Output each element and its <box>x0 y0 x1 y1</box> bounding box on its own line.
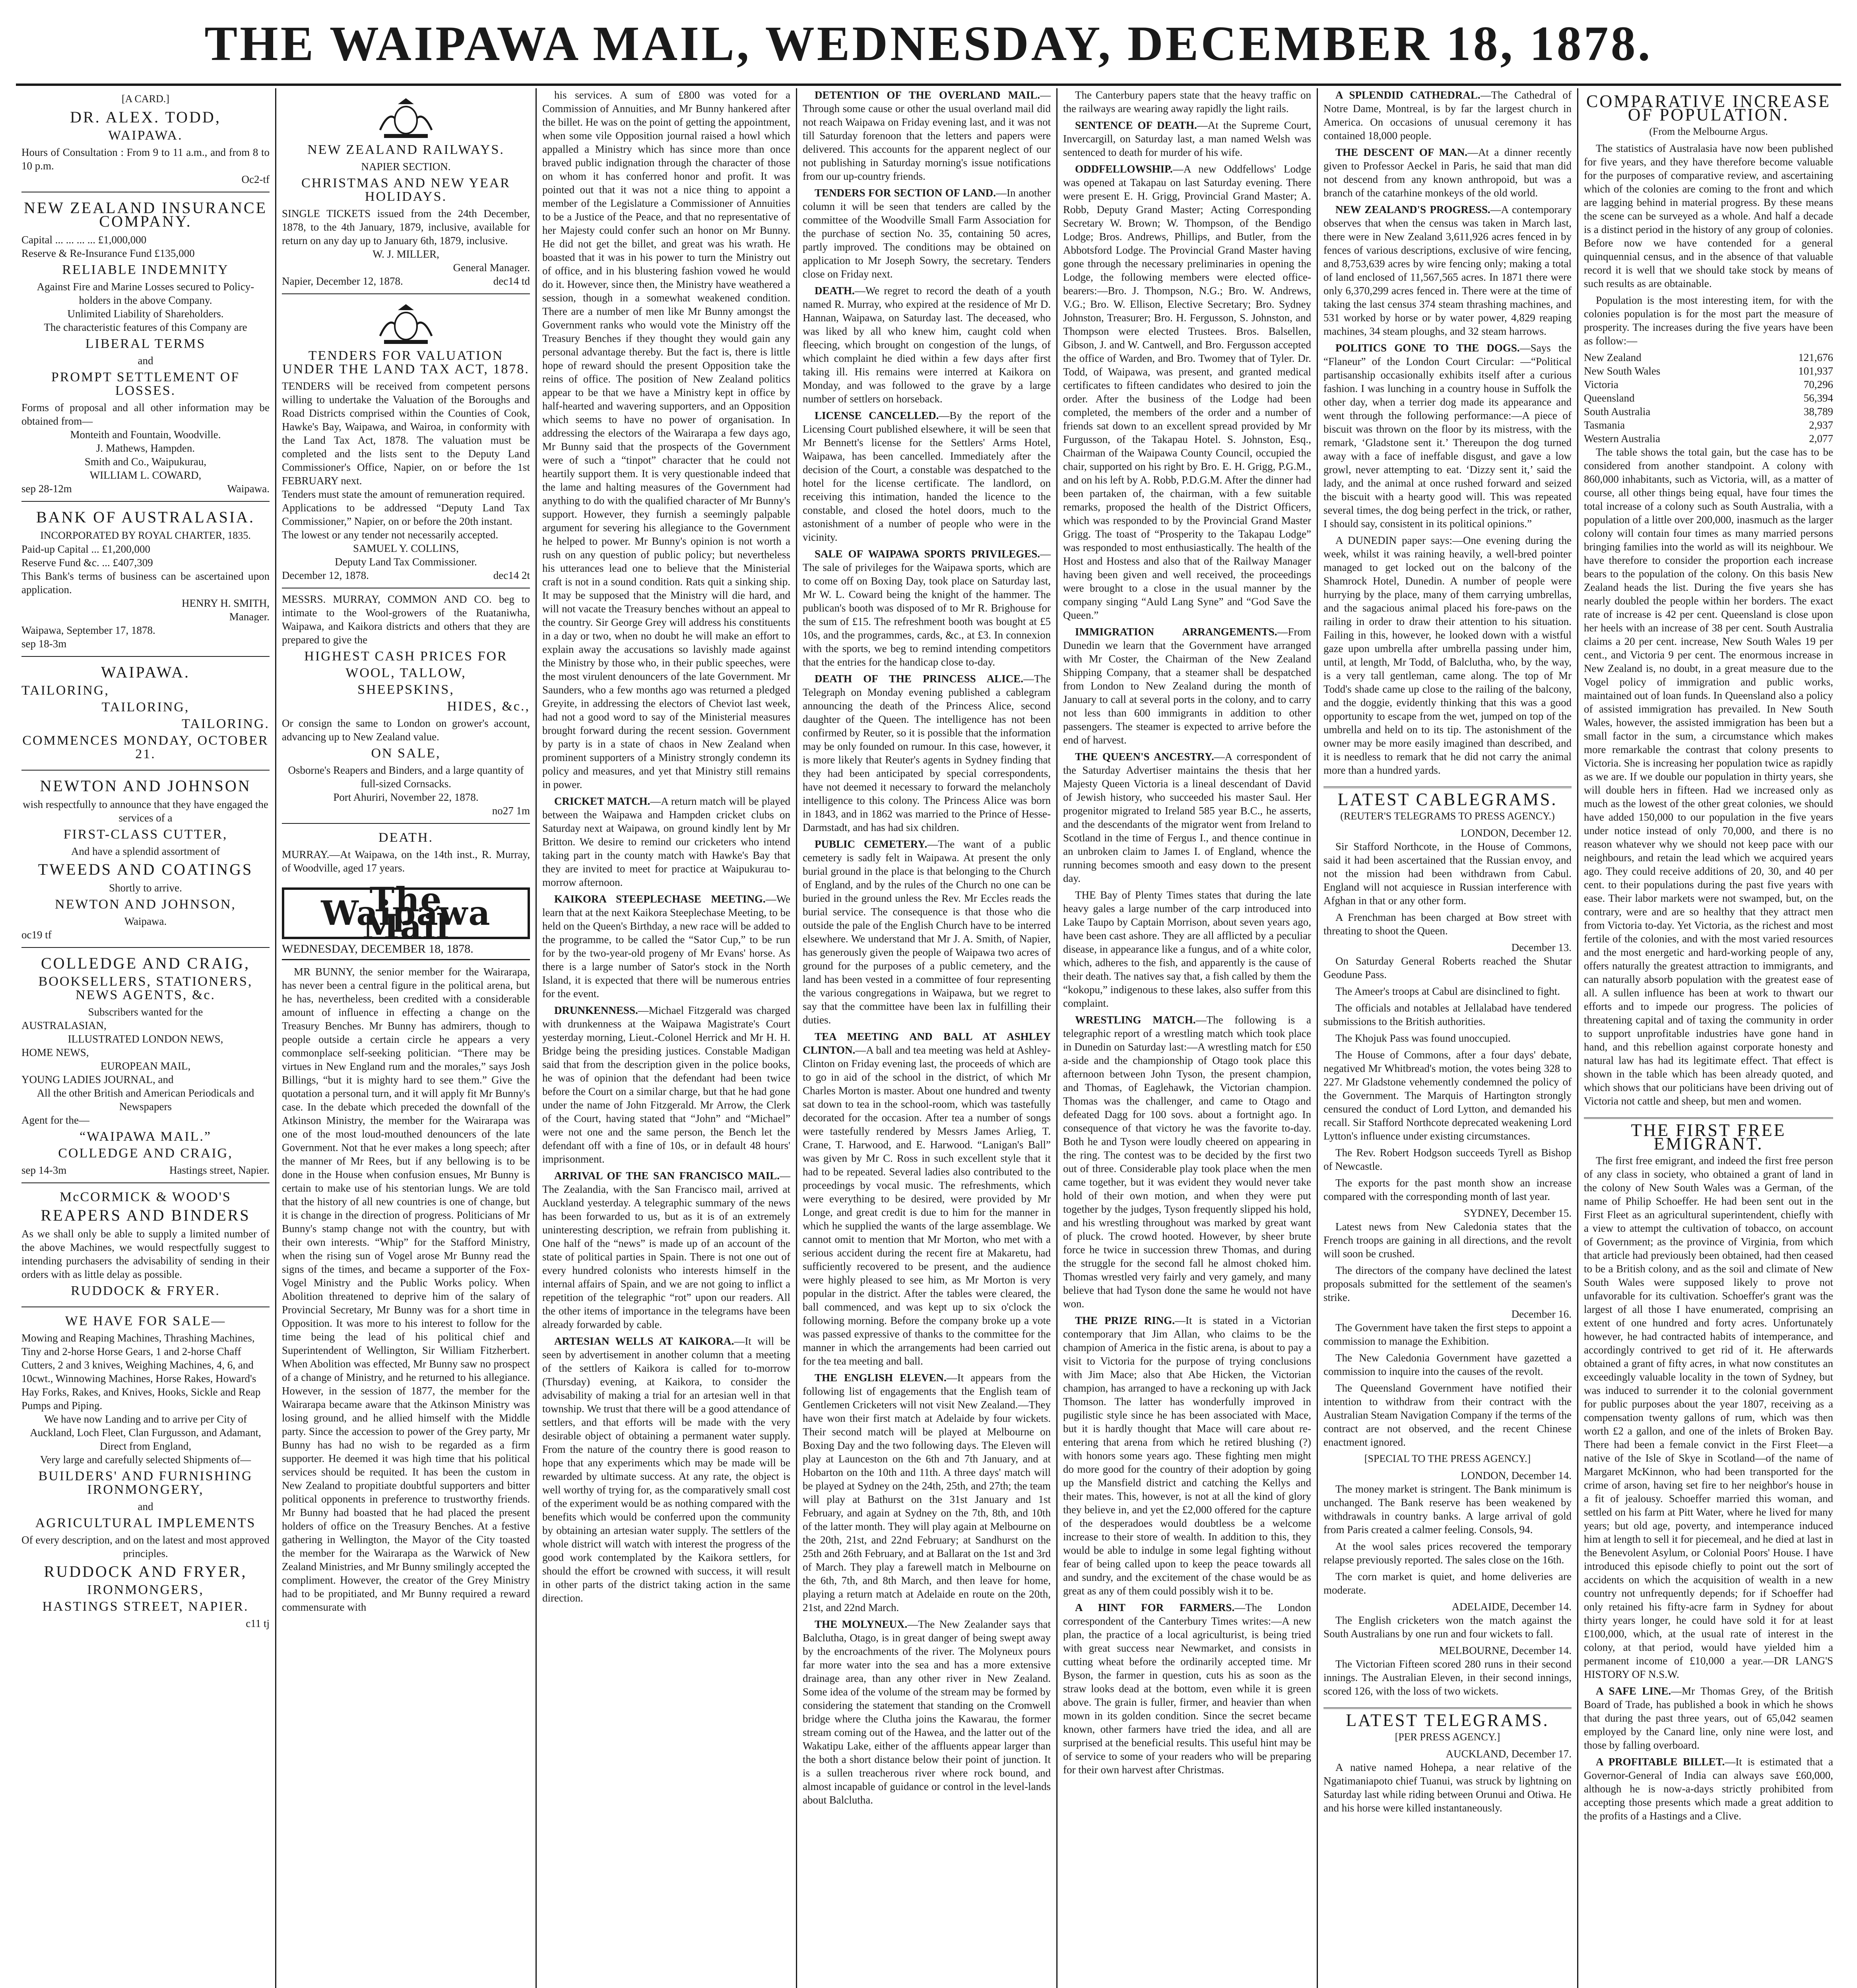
ad-ruddock-list: Mowing and Reaping Machines, Thrashing Machines, Tiny and 2-horse Horse Gears, 1 and 2-horse Chaff Cutters, 2 and 3 knives, Weighing Machines, 4, 6, and 10cwt., Winnowing Machines, Horse Rakes, Howard's Hay Forks, Rakes, and Knives, Hooks, Sickle and Reap Pumps and Piping. <box>21 1332 261 1411</box>
news-item-body: THE Bay of Plenty Times states that during the late heavy gales a large number of the carp introduced into Lake Taupo by Captain Morrison, about seven years ago, have been cast ashore. They are all afflicted by a peculiar disease, in appearance like a fungus, and of a white color, which, adheres to the fish, and apparently is the cause of their death. The natives say that, a fish called by them the “kokopu,” indigenous to these lakes, also suffer from this complaint. <box>1063 889 1311 1009</box>
news-item-head: THE PRIZE RING. <box>1075 1314 1175 1326</box>
item-kaikora-body: —We learn that at the next Kaikora Steeplechase Meeting, to be held on the Queen's Birthday, a new race will be added to the programme, to be called the “Sator Cup,” to be run for by the two-year-old progeny of Mr Evans' horse. As there is a large number of Sator's stock in the North Island, it is expected that there will be numerous entries for the event. <box>542 893 790 1000</box>
news-item-head: DETENTION OF THE OVERLAND MAIL. <box>815 89 1040 101</box>
item-drunk-body: —Michael Fitzgerald was charged with drunkenness at the Waipawa Magistrate's Court yesterday morning, Lieut.-Colonel Herrick and Mr H. H. Bridge being the presiding justices. Constable Madigan said that from the description given in the police books, he was of opinion that the defendant had been twice before the Court on a similar charge, but that he had gone under the name of John Fitzgerald. Mr Arrow, the Clerk of the Court, having stated that “John” and “Michael” were not one and the same person, the Bench let the defendant off with a fine of 10s, or in default 48 hours' imprisonment. <box>542 1004 790 1165</box>
cable-body: At the wool sales prices recovered the temporary relapse previously reported. The sales close on the 16th. <box>1323 1540 1572 1566</box>
ad-todd-name: DR. ALEX. TODD, <box>70 108 221 126</box>
ad-bank-inc: INCORPORATED BY ROYAL CHARTER, 1835. <box>40 530 251 541</box>
cable-dateline: LONDON, December 14. <box>1461 1470 1572 1481</box>
news-item-body: —Says the “Flaneur” of the London Court Circular: —“Political partisanship occasionally exhibits itself after a curious fashion. I was lunching in a country house in Suffolk the other day, when a terrier dog made its appearance and went through the following performance:—A piece of biscuit was thrown on the floor by its mistress, with the remark, ‘Gladstone sent it.’ Thereupon the dog turned away with a face of ineffable disgust, and gave a low growl, never attempting to eat. ‘Dizzy sent it,’ said the lady, and the animal at once rushed forward and seized the biscuit with a hearty good will. This was repeated several times, the dog being perfect in the trick, or rather, I should say, consistent in its political opinions.” <box>1323 342 1572 530</box>
column-2 <box>276 88 537 1988</box>
ad-nzins-and: and <box>138 355 153 367</box>
news-item-body: —Through some cause or other the usual overland mail did not reach Waipawa on Friday evening last, and it was not till Saturday forenoon that the letters and papers were delivered. This accounts for the apparent neglect of our not publishing in Saturday morning's issue notifications from our up-country friends. <box>803 89 1051 182</box>
royal-crest-icon <box>376 96 436 140</box>
item-sanfran-head: ARRIVAL OF THE SAN FRANCISCO MAIL. <box>554 1170 780 1182</box>
population-title: COMPARATIVE INCREASE OF POPULATION. <box>1586 91 1831 124</box>
news-item-body: —The sale of privileges for the Waipawa sports, which are to come off on Boxing Day, took place on Saturday last, Mr W. L. Coward being the knight of the hammer. The publican's booth was disposed of to Mr R. Brighouse for the sum of £15. The refreshment booth was bought at £5 10s, and the programmes, cards, &c., at £3. In connexion with the sports, we beg to remind intending competitors that the entries for the handicap close to-day. <box>803 548 1051 668</box>
ad-ruddock-and: and <box>138 1501 153 1512</box>
ad-nzins-characteristic: The characteristic features of this Company are <box>44 321 247 333</box>
ad-tailor-place: WAIPAWA. <box>101 663 190 681</box>
ad-tax-role: Deputy Land Tax Commissioner. <box>335 556 477 568</box>
population-p3: The table shows the total gain, but the case has to be considered from another standpoint. A colony with 860,000 inhabitants, such as Victoria, will, as a matter of course, all other things being equal, have four times the total increase of a colony such as South Australia, with a population of a little over 200,000, inasmuch as the larger colony will contain four times as many married persons bringing families into the world as will its neighbour. We have therefore to consider the proportion each increase bears to the population of the colony. On this basis New Zealand heads the list. During the five years she has nearly doubled the people within her borders. The exact rate of increase is 42 per cent. Queensland is close upon her heels with an increase of 38 per cent. South Australia claims a 20 per cent. increase, New South Wales 19 per cent., and Victoria 9 per cent. The enormous increase in New Zealand is, no doubt, in a great measure due to the Vogel policy of immigration and public works, maintained out of loan funds. In Queensland also a policy of assisted immigration has prevailed. In New South Wales, however, the assisted immigration has been but a small factor in the sum, a circumstance which makes more remarkable the contrast that colony presents to Victoria. She is increasing her population twice as rapidly as we are. If we double our population in thirty years, she will double hers in fifteen. Had we increased only as much as the lowest of the other great colonies, we should have added 150,000 to our population in the five years under notice instead of only 70,000, and there is no reason whatever why we should not keep pace with our neighbours, and retain the lead which we acquired years ago. They could receive additions of 20, 30, and 40 per cent. to their populations during the past five years with ease. Their labor markets were not swamped, but, on the contrary, were and are so healthy that they attract men from Victoria to-day. Yet Victoria, as the richest and most fertile of the colonies, and with the most varied resources and the most energetic and hard-working people of any, offers naturally the greatest attraction to immigrants, and can naturally absorb population with the greatest ease of all. A sullen influence has been at work to thwart our efforts and to impede our progress. The policies of threatening capital and of taxing the community in order to support unprofitable industries have gone hand in hand, and this rebellion against corporate honesty and natural law has had its legitimate effect. That effect is shown in the table which has been already quoted, and which shows that our politicians have been driving out of Victoria not cattle and sheep, but men and women. <box>1584 446 1833 1107</box>
news-item-body: A DUNEDIN paper says:—One evening during the week, whilst it was raining heavily, a well-bred pointer managed to get locked out on the balcony of the Shamrock Hotel, Dunedin. A number of people were hurrying by the place, many of them carrying umbrellas, and the sagacious animal placed his fore-paws on the railing in order to draw their attention to his situation. Failing in this, however, he looked down with a wistful gaze upon umbrella after umbrella passing under him, until, at length, Mr Todd, of Balclutha, who, by the way, is a very tall gentleman, came along. The top of Mr Todd's shade came up close to the railing of the balcony, and the doggie, evidently thinking that this was a good opportunity to escape from the wet, jumped on top of the umbrella and held on to its tip. The astonishment of the owner may be more easily imagined than described, and it is needless to remark that he did not carry the animal more than a hundred yards. <box>1323 534 1572 776</box>
cable-body: The Victorian Fifteen scored 280 runs in their second innings. The Australian Eleven, in their second innings, scored 126, with the loss of two wickets. <box>1323 1658 1572 1697</box>
item-sanfran-body: —The Zealandia, with the San Francisco mail, arrived at Auckland yesterday. A telegraphic summary of the news has been forwarded to us, but as it is of an extremely uninteresting description, we refrain from publishing it. One half of the “news” is made up of an account of the state of political parties in Spain. There is not one out of every hundred colonists who interests himself in the internal affairs of Spain, and we are not going to inflict a repetition of the telegraphic “rot” upon our readers. All the other items of importance in the telegrams have been already forwarded by cable. <box>542 1170 790 1330</box>
news-item-head: TENDERS FOR SECTION OF LAND. <box>815 187 996 199</box>
news-item-body: —From Dunedin we learn that the Government have arranged with Mr Coster, the Chairman of the New Zealand Shipping Company, that a steamer shall be despatched from London to New Zealand during the month of January to call at several ports in the colony, and to carry not less than 600 immigrants in addition to other passengers. The steamer is expected to arrive before the end of harvest. <box>1063 626 1311 746</box>
news-item <box>1063 1013 1311 1310</box>
population-colony: Victoria <box>1584 379 1618 390</box>
ad-mccormick-title: McCORMICK & WOOD'S <box>60 1190 231 1204</box>
ad-nzins-reserve: Reserve & Re-Insurance Fund £135,000 <box>21 247 195 259</box>
news-item-body: —By the report of the Licensing Court published elsewhere, it will be seen that Mr Bennett's license for the Settlers' Arms Hotel, Waipawa, has been cancelled. Immediately after the decision of the Court, a constable was despatched to the hotel for the license certificate. The landlord, on receiving this intimation, handed the licence to the constable, and closed the hotel doors, much to the astonishment of a number of people who were in the vicinity. <box>803 410 1051 543</box>
ad-college-footer <box>21 1163 270 1177</box>
news-item <box>1323 203 1572 338</box>
news-item-body: —A new Oddfellows' Lodge was opened at Takapau on last Saturday evening. There were present E. H. Grigg, Provincial Grand Master; A. Robb, Deputy Grand Master; Acting Corresponding Secretary W. Brown; W. Thompson, of the Bendigo Lodge; Bros. Andrews, Phillips, and Butler, from the Abbotsford Lodge. The Provincial Grand Master having gone through the necessary preliminaries in opening the Lodge, the following members were elected office-bearers:—Bro. J. Thompson, N.G.; Bro. W. Andrews, V.G.; Bro. W. Ellison, Elective Secretary; Bro. Sydney Johnston, Treasurer; Bro. H. Fergusson, S. Johnston, and Thompson were elected Trustees. Bros. Balsellen, Gibson, J. and W. Cantwell, and Bro. Fergusson accepted the office of Warden, and Bro. Twomey that of Tyler. Dr. Todd, of Waipawa, was present, and granted medical certificates to fifteen candidates who desired to join the order. After the business of the Lodge had been completed, the members of the order and a number of friends sat down to an excellent spread provided by Mr Furgusson, of the Takapau Hotel. S. Johnston, Esq., Chairman of the Waipawa County Council, occupied the chair, supported on his right by Bro. E. H. Grigg, P.G.M., and on his left by A. Robb, P.D.G.M. After the dinner had been partaken of, the chairman, with a few suitable remarks, proposed the health of the District Officers, which was responded to by the Provincial Grand Master Grigg. The toast of “Prosperity to the Takapau Lodge” was responded to most enthusiastically. The health of the Host and Hostess and also that of the Railway Manager having been given and well received, the proceedings were brought to a close in the usual manner by the company singing “Auld Lang Syne” and “God Save the Queen.” <box>1063 163 1311 621</box>
ad-rail-body: SINGLE TICKETS issued from the 24th December, 1878, to the 4th January, 1879, inclusive, available for return on any day up to January 6th, 1879, inclusive. <box>282 208 530 247</box>
ad-rail-date: Napier, December 12, 1878. <box>282 275 403 287</box>
news-item-body: —We regret to record the death of a youth named R. Murray, who expired at the residence of Mr D. Hannan, Waipawa, on Saturday last. The deceased, who was liked by all who knew him, caught cold when fleecing, which brought on congestion of the lungs, of which complaint he died within a few days after first taking ill. His remains were interred at Kaikora on Monday, and was followed to the grave by a large number of settlers on horseback. <box>803 285 1051 405</box>
news-item <box>803 1617 1051 1807</box>
news-item-body: —At a dinner recently given to Professor Aeckel in Paris, he said that man did not descend from any known anthropoid, but was a branch of the catarhine monkeys of the old world. <box>1323 146 1572 199</box>
ad-rail-xmas: CHRISTMAS AND NEW YEAR HOLIDAYS. <box>301 176 510 204</box>
editorial-dateline: WEDNESDAY, DECEMBER 18, 1878. <box>282 942 530 960</box>
special-list <box>1323 1469 1572 1698</box>
ad-nzins-title: NEW ZEALAND INSURANCE COMPANY. <box>23 199 268 230</box>
ad-college-p6: All the other British and American Periodicals and Newspapers <box>37 1087 254 1112</box>
ad-railways <box>282 88 530 294</box>
emigrant-title: THE FIRST FREE EMIGRANT. <box>1584 1117 1833 1151</box>
population-value: 56,394 <box>1803 392 1833 404</box>
population-row <box>1584 391 1833 405</box>
cable-dateline: ADELAIDE, December 14. <box>1451 1601 1572 1613</box>
ad-newton-tweeds: TWEEDS AND COATINGS <box>38 860 253 878</box>
ad-murray-common <box>282 588 530 824</box>
cablegrams-note: (REUTER'S TELEGRAMS TO PRESS AGENCY.) <box>1340 810 1555 822</box>
population-row <box>1584 364 1833 378</box>
cable-body: Sir Stafford Northcote, in the House of Commons, said it had been ascertained that the Russian envoy, and not the mission had been withdrawn from Cabul. England will not acquiesce in Russian interference with Afghan in that or any other form. <box>1323 841 1572 907</box>
population-colony: South Australia <box>1584 406 1651 417</box>
news-item <box>803 672 1051 834</box>
item-artesian-body: —It will be seen by advertisement in another column that a meeting of the settlers of Kaikora is called for to-morrow (Thursday) evening, at Kaikora, to consider the advisability of making a trial for an artesian well in that township. We trust that there will be a good attendance of settlers, and that efforts will be made with the very desirable object of obtaining a permanent water supply. From the nature of the country there is good reason to hope that any experiments which may be made will be rewarded by ultimate success. At any rate, the object is well worthy of trying for, as the comparatively small cost of the experiment would be as nothing compared with the benefits which would be conferred upon the community by obtaining an artesian water supply. The settlers of the whole district will watch with interest the progress of the good work contemplated by the Kaikora settlers, for should the effort be crowned with success, it will result in other parts of the district taking action in the same direction. <box>542 1335 790 1604</box>
news-item-head: THE ENGLISH ELEVEN. <box>815 1372 947 1384</box>
ad-murray-hides: HIDES, &c., <box>447 699 530 714</box>
news-item-head: SENTENCE OF DEATH. <box>1075 119 1197 131</box>
population-colony: Tasmania <box>1584 419 1625 431</box>
notice-death-title: DEATH. <box>378 830 433 845</box>
ad-ruddock-ref: c11 tj <box>246 1617 270 1629</box>
news-item-body: The Canterbury papers state that the heavy traffic on the railways are wearing away rapidly the light rails. <box>1063 89 1311 115</box>
ad-murray-sheep: SHEEPSKINS, <box>357 682 454 697</box>
ad-tax-body-4: The lowest or any tender not necessarily accepted. <box>282 529 499 541</box>
news-item-head: SALE OF WAIPAWA SPORTS PRIVILEGES. <box>815 548 1040 560</box>
news-item-head: TEA MEETING AND BALL AT ASHLEY CLINTON. <box>803 1031 1051 1056</box>
news-item <box>1063 88 1311 115</box>
cable-body: The House of Commons, after a four days' debate, negatived Mr Whitbread's motion, the votes being 328 to 227. Mr Gladstone vehemently condemned the policy of the Government. The Marquis of Hartington strongly censured the conduct of Lord Lytton, and demanded his recall. Sir Stafford Northcote deprecated weakening Lord Lytton's influence under existing circumstances. <box>1323 1049 1572 1142</box>
ad-newton-ref: oc19 tf <box>21 929 52 941</box>
news-item <box>803 547 1051 669</box>
news-item <box>803 284 1051 406</box>
column-6 <box>1318 88 1578 1988</box>
cable-body: A Frenchman has been charged at Bow street with threating to shoot the Queen. <box>1323 911 1572 937</box>
population-row <box>1584 418 1833 432</box>
ad-ruddock-title: WE HAVE FOR SALE— <box>65 1314 226 1328</box>
emigrant-body: The first free emigrant, and indeed the first free person of any class in society, who obtained a grant of land in the colony of New South Wales was a German, of the name of Philip Schoeffer. He had been sent out in the First Fleet as an agricultural superintendent, chiefly with a view to attempt the cultivation of tobacco, on account of Government; as the province of Virginia, from which that article had previously been obtained, had then ceased to be a British colony, and as the soil and climate of New South Wales were supposed likely to prove not unfavorable for its cultivation. Schoeffer's grant was the largest of all those I have enumerated, comprising an extent of one hundred and forty acres. Unfortunately however, he had contracted habits of intemperance, and accordingly contrived to get rid of it. He afterwards obtained a grant of fifty acres, in what now constitutes an exceedingly valuable locality in the town of Sydney, but was induced to surrender it to the colonial government for public purposes about the year 1807, receiving as a compensation twenty gallons of rum, which was then worth £2 a gallon, and one of the inlets of Broken Bay. There had been a female convict in the First Fleet—a native of the Isle of Skye in Scotland—of the name of Margaret McKinnon, who had been transported for the crime of arson, having set fire to her neighbor's house in a fit of jealousy. Schoeffer married this woman, and settled on his farm at Pitt Water, where he lived for many years; but old age, poverty, and intemperance induced him at length to sell it for piecemeal, and he died at last in the Benevolent Asylum, or Colonial Poors' House. I have introduced this episode chiefly to point out the sort of accidents on which the acquisition of wealth in a new country not unfrequently depends; for if Schoeffer had only retained his fifty-acre farm in Sydney for about thirty years longer, he could have sold it for at least £100,000, which, at the usual rate of interest in the colony, at that period, would have yielded him a permanent income of £10,000 a year.—DR LANG'S HISTORY OF N.S.W. <box>1584 1155 1833 1680</box>
ad-college-p5: YOUNG LADIES JOURNAL, and <box>21 1074 174 1085</box>
cablegrams-list <box>1323 826 1572 1449</box>
ad-nzins-liberal: LIBERAL TERMS <box>85 336 206 351</box>
ad-murray-ref: no27 1m <box>492 805 530 817</box>
telegram-dateline: AUCKLAND, December 17. <box>1446 1748 1572 1760</box>
population-value: 38,789 <box>1803 406 1833 417</box>
ad-tax-body-2: Tenders must state the amount of remuneration required. <box>282 488 525 500</box>
ad-rail-title: NEW ZEALAND RAILWAYS. <box>307 142 505 157</box>
ad-newton-and: And have a splendid assortment of <box>71 845 220 857</box>
cable-body: The Khojuk Pass was found unoccupied. <box>1335 1032 1511 1044</box>
item-kaikora-head: KAIKORA STEEPLECHASE MEETING. <box>554 893 766 905</box>
news-item <box>803 409 1051 544</box>
ad-bank <box>21 502 270 657</box>
ad-ruddock-builders: BUILDERS' AND FURNISHING IRONMONGERY, <box>38 1469 253 1497</box>
cable-body: The Ameer's troops at Cabul are disinclined to fight. <box>1335 985 1560 997</box>
ad-mccormick-sign: RUDDOCK & FRYER. <box>71 1283 220 1298</box>
notice-death-body: MURRAY.—At Waipawa, on the 14th inst., R. Murray, of Woodville, aged 17 years. <box>282 848 530 874</box>
ad-nzins-agent-2: J. Mathews, Hampden. <box>96 442 195 454</box>
ad-newton-johnson <box>21 771 270 948</box>
column-5 <box>1058 88 1318 1988</box>
ad-ruddock-landing: We have now Landing and to arrive per City of Auckland, Loch Fleet, Clan Furgusson, and Adamant, Direct from England, <box>30 1413 261 1452</box>
news-item <box>1063 118 1311 159</box>
ad-bank-manager: HENRY H. SMITH, <box>181 597 270 609</box>
population-table <box>1584 351 1833 445</box>
ad-college-p2: ILLUSTRATED LONDON NEWS, <box>68 1033 223 1045</box>
ad-nzins-agent-1: Monteith and Fountain, Woodville. <box>70 429 221 441</box>
ad-tailor-1: TAILORING, <box>21 683 109 698</box>
cable-body: On Saturday General Roberts reached the Shutar Geodune Pass. <box>1323 955 1572 980</box>
ad-mccormick-body: As we shall only be able to supply a limited number of the above Machines, we would respectfully suggest to intending purchasers the advisability of sending in their orders with as little delay as possible. <box>21 1228 270 1280</box>
ad-college-p3: HOME NEWS, <box>21 1046 89 1058</box>
nameplate: The Waipawa Mail <box>282 887 530 939</box>
cablegrams-title: LATEST CABLEGRAMS. <box>1323 786 1572 806</box>
news-item-head: THE QUEEN'S ANCESTRY. <box>1075 751 1214 763</box>
cable-dateline: December 16. <box>1511 1308 1572 1320</box>
column-4-items <box>803 88 1051 1807</box>
cable-body: The directors of the company have declined the latest proposals submitted for the settlement of the seamen's strike. <box>1323 1264 1572 1303</box>
ad-newton-body: wish respectfully to announce that they have engaged the services of a <box>23 798 268 824</box>
ad-bank-role: Manager. <box>229 611 270 623</box>
ad-ruddock-street: HASTINGS STREET, NAPIER. <box>42 1599 249 1614</box>
item-drunk-head: DRUNKENNESS. <box>554 1004 638 1016</box>
population-value: 2,077 <box>1809 433 1833 445</box>
ad-ruddock-fryer <box>21 1307 270 1636</box>
population-value: 2,937 <box>1809 419 1833 431</box>
population-colony: New Zealand <box>1584 351 1642 363</box>
ad-murray-highest: HIGHEST CASH PRICES FOR <box>304 649 508 664</box>
population-p1: The statistics of Australasia have now been published for five years, and they have therefore become valuable for the purposes of comparative review, and ascertaining which of the colonies are coming to the front and which are lagging behind in material progress. By these means the scene can be surveyed as a whole. And half a decade is a distinct period in the history of any group of colonies. Before now we have contended for a general quinquennial census, and in the absence of that valuable record it is well that we should take stock by means of such results as are obtainable. <box>1584 142 1833 289</box>
ad-mccormick-sub: REAPERS AND BINDERS <box>41 1206 250 1224</box>
cable-body: The money market is stringent. The Bank minimum is unchanged. The Bank reserve has been weakened by withdrawals in country banks. A large arrival of gold from Paris created a calmer feeling. Consols, 94. <box>1323 1483 1572 1536</box>
ad-rail-section: NAPIER SECTION. <box>361 161 451 173</box>
news-item <box>1063 750 1311 885</box>
ad-college-wanted: Subscribers wanted for the <box>88 1006 203 1018</box>
item-kaikora <box>542 892 790 1000</box>
news-item-body: —At the Supreme Court, Invercargill, on Saturday last, a man named Welsh was sentenced to death for murder of his wife. <box>1063 119 1311 158</box>
ad-college-title: COLLEDGE AND CRAIG, <box>41 954 250 972</box>
cable-dateline: MELBOURNE, December 14. <box>1439 1644 1572 1656</box>
editorial-text: MR BUNNY, the senior member for the Wairarapa, has never been a central figure in the political arena, but he has, nevertheless, been credited with a considerable amount of influence in effecting a change on the Treasury Benches. Mr Bunny has admirers, though to people outside a certain circle he appears a very commonplace self-seeking politician. “There may be virtues in New England rum and the morales,” says Josh Billings, “but it is mighty hard to see them.” Give the quotation a personal turn, and it will apply fit Mr Bunny's case. In the debate which preceded the downfall of the Atkinson Ministry, the member for the Wairarapa was one of the most loud-mouthed denouncers of the late Government. Not that he ever makes a long speech; after the manner of Mr Rees, but if any bellowing is to be done in the House when confusion ensues, Mr Bunny is certain to make use of his stentorian lungs. We are told that the history of all new countries is one of change, but it is change in the direction of progress. Politicians of Mr Bunny's stamp change not with the country, but with their own interests. “Whip” for the Stafford Ministry, when the rising sun of Vogel arose Mr Bunny read the signs of the times, and became a supporter of the Fox-Vogel Ministry and the Public Works policy. When Abolition threatened to deprive him of the salary of Provincial Secretary, Mr Bunny was for a short time in Opposition. It was more to his interest to follow for the time being the lead of his political chief and Superintendent of Wellington, Sir William Fitzherbert. When Abolition was effected, Mr Bunny saw no prospect of a change of Ministry, and he returned to his allegiance. However, in the session of 1877, the member for the Wairarapa became aware that the Atkinson Ministry was losing ground, and he allied himself with the Middle party. Since the accession to power of the Grey party, Mr Bunny has had no wish to be regarded as a firm supporter. He deemed it was high time that his political services should be requited. It has been the custom in New Zealand to propitiate doubtful supporters and bitter political opponents in preference to trustworthy friends. Mr Bunny had boasted that he had placed the present holders of office on the Treasury Benches. At a festive gathering in Wellington, the Mayor of the City toasted the member for the Wairarapa as the Warwick of New Zealand Ministries, and Mr Bunny smilingly accepted the compliment. However, the creator of the Grey Ministry had to be propitiated, and Mr Bunny required a reward commensurate with <box>282 966 530 1613</box>
ad-tax-footer <box>282 569 530 582</box>
ad-nzins-unlimited: Unlimited Liability of Shareholders. <box>67 308 224 320</box>
cable-body: The corn market is quiet, and home deliveries are moderate. <box>1323 1571 1572 1596</box>
ad-ruddock-iron: IRONMONGERS, <box>87 1582 204 1597</box>
news-item-head: DEATH. <box>815 285 855 297</box>
editorial-continued: his services. A sum of £800 was voted for a Commission of Annuities, and Mr Bunny hankered after the billet. He was on the point of getting the appointment, when some vile Opposition journal raised a howl which appalled a Ministry which has since more than once braved public indignation through the character of those on whom it has conferred honor and profit. It was pointed out that it was not a nice thing to appoint a member of the Legislature a Commissioner of Annuities to be a Justice of the Peace, and that no representative of her Majesty could confer such an honor on Mr Bunny. He did not get the billet, and great was his wrath. He boasted that it was in his power to turn the Ministry out of office, and in his blustering fashion vowed he would do it. However, since then, the Ministry have weathered a session, though in a somewhat weakened condition. There are a number of men like Mr Bunny amongst the Government ranks who would vote the Ministry off the Treasury Benches if they thought they would gain any personal advantage thereby. But the fact is, there is little hope of reward should the present Opposition take the reins of office. The position of New Zealand politics appear to be that we have a Ministry kept in office by half-hearted and wavering supporters, and an Opposition which seems to have no power of organisation. In addressing the electors of the Wairarapa a few days ago, Mr Bunny said that the prospects of the Government were of such a “tinpot” character that he could not heartily support them. It is very questionable indeed that the lame and halting measures of the Government had anything to do with the qualified character of Mr Bunny's support. However, they furnish a seemingly palpable argument for severing his allegiance to the Government he helped to power. Mr Bunny's opinion is not worth a rush on any question of public policy; but nevertheless his utterances lead one to believe that the Ministerial craft is not in a sound condition. Rats quit a sinking ship. It may be supposed that the Ministry will die hard, and will not vacate the Treasury benches without an appeal to the country. Sir George Grey will address his constituents in a day or two, when no doubt he will make an effort to explain away the accusations so lavishly made against the Ministry by those who, in their public speeches, were the most virulent denouncers of the late Government. Mr Saunders, who a few months ago was returned a pledged Greyite, in addressing the electors of Cheviot last week, had not a good word to say of the Ministerial measures brought forward during the recent session. Government by party is in a state of chaos in New Zealand when prominent supporters of a Ministry strongly condemn its policy and measures, and yet that Ministry still remains in power. <box>542 89 790 790</box>
ad-bank-paid: Paid-up Capital ... £1,200,000 <box>21 543 150 555</box>
ad-nzins-prompt: PROMPT SETTLEMENT OF LOSSES. <box>51 370 240 398</box>
ad-colledge-craig <box>21 948 270 1183</box>
ad-tax-title: TENDERS FOR VALUATION UNDER THE LAND TAX ACT, 1878. <box>282 348 530 377</box>
cable-body: The exports for the past month show an increase compared with the corresponding month of last year. <box>1323 1177 1572 1202</box>
ad-newton-sign: NEWTON AND JOHNSON, <box>55 897 236 912</box>
ad-tax-sign: SAMUEL Y. COLLINS, <box>353 542 459 554</box>
news-item-body: —The London correspondent of the Canterbury Times writes:—A new plan, the practice of a local agriculturist, is being tried with great success near Newmarket, and consists in cutting wheat before the ordinarily accepted time. Mr Byson, the farmer in question, cuts his as soon as the straw looks dead at the bottom, even while it is green above. The grain is fuller, firmer, and heavier than when mown in its golden condition. Since the secret became known, other farmers have tried the idea, and all are surprised at the beneficial results. This useful hint may be of service to some of your readers who will be preparing for their own harvest after Christmas. <box>1063 1602 1311 1776</box>
news-item-head: WRESTLING MATCH. <box>1075 1014 1196 1026</box>
item-artesian <box>542 1334 790 1605</box>
news-item-body: —The want of a public cemetery is sadly felt in Waipawa. At present the only burial ground in the place is that belonging to the Church of England, and by the rules of the Church no one can be buried in the ground unless the Rev. Mr Eccles reads the burial service. The consequence is that those who die outside the pale of the English Church have to be interred elsewhere. We understand that Mr J. A. Smith, of Napier, has generously given the people of Waipawa two acres of ground for the purposes of a public cemetery, and the land has been vested in a committee of four representing the various congregations in Waipawa, but we regret to say that the committee have been lax in fulfilling their duties. <box>803 838 1051 1026</box>
cable-body: The officials and notables at Jellalabad have tendered submissions to the British authorities. <box>1323 1002 1572 1027</box>
ad-rail-footer <box>282 274 530 288</box>
population-colony: Queensland <box>1584 392 1635 404</box>
news-item <box>1063 888 1311 1010</box>
population-row <box>1584 432 1833 445</box>
cable-body: The Rev. Robert Hodgson succeeds Tyrell as Bishop of Newcastle. <box>1323 1147 1572 1172</box>
population-row <box>1584 351 1833 364</box>
news-item-head: ODDFELLOWSHIP. <box>1075 163 1173 175</box>
cable-body: The New Caledonia Government have gazetted a commission to inquire into the causes of the revolt. <box>1323 1352 1572 1377</box>
ad-ruddock-every: Of every description, and on the latest and most approved principles. <box>21 1534 270 1559</box>
population-value: 70,296 <box>1803 379 1833 390</box>
item-drunk <box>542 1004 790 1166</box>
item-billet-body: —It is estimated that a Governor-General of India can always save £60,000, although he is now-a-days strictly prohibited from accepting those presents which made a great addition to the profits of a Hastings and a Clive. <box>1584 1756 1833 1822</box>
population-colony: New South Wales <box>1584 365 1661 377</box>
special-note: [SPECIAL TO THE PRESS AGENCY.] <box>1364 1453 1531 1464</box>
ad-murray-body: MESSRS. MURRAY, COMMON AND CO. beg to intimate to the Wool-growers of the Ruataniwha, Waipawa, and Kaikora districts and others that they are prepared to give the <box>282 593 530 646</box>
ad-college-p1: AUSTRALASIAN, <box>21 1019 107 1031</box>
news-item-head: IMMIGRATION ARRANGEMENTS. <box>1075 626 1277 638</box>
item-cricket-body: —A return match will be played between the Waipawa and Hampden cricket clubs on Saturday next at Waipawa, on ground kindly lent by Mr Britton. We desire to remind our cricketers who intend taking part in the county match with Hawke's Bay that they are invited to meet for practice at Waipukurau to-morrow afternoon. <box>542 795 790 888</box>
population-value: 101,937 <box>1798 365 1833 377</box>
telegram-body: A native named Hohepa, a near relative of the Ngatimaniapoto chief Tuanui, was struck by lightning on Saturday last while riding between Orunui and Otiwa. He and his horse were killed instantaneously. <box>1323 1761 1572 1814</box>
ad-tailoring <box>21 657 270 771</box>
news-item <box>1063 1314 1311 1598</box>
ad-nzins-footer <box>21 482 270 495</box>
ad-tailor-2: TAILORING, <box>101 700 190 714</box>
ad-rail-role: General Manager. <box>453 262 530 274</box>
ad-murray-consign: Or consign the same to London on grower's account, advancing up to New Zealand value. <box>282 717 530 743</box>
ad-murray-onsale: ON SALE, <box>371 746 441 761</box>
column-6-items <box>1323 88 1572 777</box>
cable-body: The Queensland Government have notified their intention to withdraw from their contract with the Australian Steam Navigation Company if the terms of the contract are not observed, and the recent Chinese enactment ignored. <box>1323 1382 1572 1448</box>
item-billet <box>1584 1755 1833 1823</box>
ad-todd-ref: Oc2-tf <box>241 173 270 185</box>
ad-todd-hours: Hours of Consultation : From 9 to 11 a.m., and from 8 to 10 p.m. <box>21 146 270 172</box>
news-item <box>1063 1601 1311 1776</box>
population-source: (From the Melbourne Argus. <box>1649 126 1768 137</box>
news-item <box>803 88 1051 183</box>
item-cricket-head: CRICKET MATCH. <box>554 795 650 807</box>
news-item-body: —A correspondent of the Saturday Advertiser maintains the thesis that her Majesty Queen Victoria is a lineal descendant of David of Jewish history, who succeeded his master Saul. Her progenitor migrated to Ireland 585 year B.C., he asserts, and the descendants of the migrator went from Ireland to Scotland in the time of Fergus I., and thence continue in an unbroken claim to James I. of England, whence the running becomes smooth and easy down to the present day. <box>1063 751 1311 884</box>
news-item-head: DEATH OF THE PRINCESS ALICE. <box>815 673 1024 685</box>
cable-body: The Government have taken the first steps to appoint a commission to manage the Exhibition. <box>1323 1322 1572 1347</box>
ad-bank-reserve: Reserve Fund &c. ... £407,309 <box>21 557 153 569</box>
news-item <box>803 1030 1051 1368</box>
column-7 <box>1578 88 1839 1988</box>
news-item-head: A SPLENDID CATHEDRAL. <box>1335 89 1481 101</box>
cable-body: The English cricketers won the match against the South Australians by one run and four wickets to fall. <box>1323 1614 1572 1640</box>
ad-newton-shortly: Shortly to arrive. <box>109 882 182 894</box>
news-item-body: —It appears from the following list of engagements that the English team of Gentlemen Cricketers will not visit New Zealand.—They have won their first match at Adelaide by four wickets. Their second match will be played at Melbourne on Boxing Day and the two following days. The Eleven will play at Launceston on the 6th and 7th January, and at Hobarton on the 10th and 11th. A three days' match will be played at Sydney on the 24th, 25th, and 27th; the team will play at Bathurst on the 31st January and 1st February, and again at Sydney on the 7th, 8th, and 10th of the latter month. They will play again at Melbourne on the 20th, 21st, and 22nd February; at Sandhurst on the 25th and 26th February, and at Ballarat on the 1st and 3rd of March. They play a farewell match in Melbourne on the 6th, 7th, and 8th March, and then leave for home, playing a return match at Adelaide en route on the 20th, 21st, and 22nd March. <box>803 1372 1051 1613</box>
ad-tax-body-3: Applications to be addressed “Deputy Land Tax Commissioner,” Napier, on or before the 20th instant. <box>282 502 530 527</box>
news-item-body: —A ball and tea meeting was held at Ashley-Clinton on Friday evening last, the proceeds of which are to go in aid of the school in the district, of which Mr Charles Morton is master. About one hundred and twenty sat down to tea in the school-room, which was tastefully decorated for the occasion. After tea a number of songs were tastefully rendered by Messrs James Arlieg, T. Crane, T. Harwood, and E. Harwood. “Lanigan's Ball” was given by Mr C. Ross in such excellent style that it had to be repeated. Several ladies also contributed to the proceedings by vocal music. The refreshments, which were everything to be desired, were provided by Mr Longe, and great credit is due to him for the manner in which he supplied the wants of the large assemblage. We cannot omit to mention that Mr Morton, who met with a serious accident during the recent fire at Makaretu, had sufficiently recovered to be present, and the audience were highly pleased to see him, as Mr Morton is very popular in the district. After the tables were cleared, the ball commenced, and was kept up to six o'clock the following morning. Before the company broke up a vote was passed expressive of thanks to the committee for the manner in which the arrangements had been carried out for the tea meeting and ball. <box>803 1044 1051 1367</box>
cable-dateline: SYDNEY, December 15. <box>1464 1207 1572 1219</box>
news-item <box>1323 146 1572 200</box>
ad-nzins-ref: sep 28-12m <box>21 483 72 495</box>
ad-todd-place: WAIPAWA. <box>108 128 183 143</box>
ad-ruddock-agri: AGRICULTURAL IMPLEMENTS <box>35 1516 256 1530</box>
item-safe-head: A SAFE LINE. <box>1596 1685 1671 1697</box>
news-item-body: —The New Zealander says that Balclutha, Otago, is in great danger of being swept away by the encroachments of the river. The Molyneux pours far more water into the sea and has a more extensive drainage area, than any other river in New Zealand. Some idea of the volume of the stream may be formed by considering the statement that standing on the Cromwell bridge where the Clutha joins the Kawarau, the former stream coming out of the Hawea, and the latter out of the Wakatipu Lake, either of the affluents appear larger than the both a short distance below their point of junction. It is a sullen treacherous river where rock bound, and almost incapable of guidance or control in the level-lands about Balclutha. <box>803 1618 1051 1806</box>
ad-nzins-agent-4: WILLIAM L. COWARD, <box>89 469 202 481</box>
ad-newton-place: Waipawa. <box>124 915 167 927</box>
ad-bank-ref: sep 18-3m <box>21 638 67 650</box>
column-3 <box>537 88 797 1988</box>
ad-rail-sign: W. J. MILLER, <box>373 248 439 260</box>
news-item <box>803 1371 1051 1614</box>
item-safe-body: —Mr Thomas Grey, of the British Board of Trade, has published a book in which he shows that during the past three years, out of 65,042 seamen employed by the Canard line, only nine were lost, and those by falling overboard. <box>1584 1685 1833 1751</box>
news-item-head: POLITICS GONE TO THE DOGS. <box>1335 342 1520 354</box>
news-item <box>803 186 1051 281</box>
ad-tax-body-1: TENDERS will be received from competent persons willing to undertake the Valuation of the Boroughs and Road Districts comprised within the Counties of Cook, Hawke's Bay, Waipawa, and Wairoa, in conformity with the Land Tax Act, 1878. The valuation must be completed and the lists sent to the Deputy Land Commissioner's Office, Napier, on or before the 1st FEBRUARY next. <box>282 380 530 487</box>
ad-college-street: Hastings street, Napier. <box>169 1164 270 1176</box>
columns <box>16 88 1841 1988</box>
news-item-body: —The following is a telegraphic report of a wrestling match which took place in Dunedin on Saturday last:—A wrestling match for £50 a-side and the championship of Otago took place this afternoon between John Tyson, the present champion, and Thomas, of Eaglehawk, the Victorian champion. Thomas was the challenger, and came to Otago and defeated Dagg for 100 sovs. about a fortnight ago. In consequence of that victory he was the favorite to-day. Both he and Tyson were loudly cheered on appearing in the ring. The contest was to be decided by the first two out of three. Considerable play took place when the men came together, but it was evident they would never take hold of their own motion, and when they were put together by the judges, Tyson frequently slipped his hold, and his wrestling throughout was marked by great want of pluck. The crowd hooted. However, by sheer brute force he twice in succession threw Thomas, and during the struggle for the second fall he almost choked him. Thomas wrestled very fairly and very gamely, and many believe that had Tyson done the same he would not have won. <box>1063 1014 1311 1310</box>
news-item <box>1323 341 1572 530</box>
item-billet-head: A PROFITABLE BILLET. <box>1596 1756 1725 1768</box>
item-cricket <box>542 794 790 889</box>
news-item <box>803 837 1051 1027</box>
ad-tax-ref: dec14 2t <box>493 569 530 581</box>
royal-crest-icon <box>376 302 436 346</box>
ad-mccormick <box>21 1183 270 1307</box>
population-colony: Western Australia <box>1584 433 1661 445</box>
population-row <box>1584 378 1833 391</box>
ad-tailor-3: TAILORING. <box>182 716 270 731</box>
ad-college-sign: COLLEDGE AND CRAIG, <box>58 1146 233 1161</box>
column-5-items <box>1063 88 1311 1776</box>
ad-rail-ref: dec14 td <box>493 275 530 287</box>
ad-nzins-against: Against Fire and Marine Losses secured to Policy-holders in the above Company. <box>37 281 254 306</box>
ad-murray-reapers: Osborne's Reapers and Binders, and a large quantity of full-sized Cornsacks. <box>288 764 524 790</box>
population-p2: Population is the most interesting item, for with the colonies population is for the most part the measure of prosperity. The increases during the five years have been as follow:— <box>1584 294 1833 347</box>
ad-todd-tag: [A CARD.] <box>122 93 169 105</box>
ad-tax-date: December 12, 1878. <box>282 569 369 581</box>
news-item-body: —In another column it will be seen that tenders are called by the committee of the Woodville Small Farm Association for the purchase of section No. 35, containing 50 acres, partly improved. The conditions may be obtained on application to Mr Joseph Sowry, the secretary. Tenders close on Friday next. <box>803 187 1051 280</box>
item-safe-line <box>1584 1684 1833 1752</box>
ad-college-mail: “WAIPAWA MAIL.” <box>80 1129 212 1144</box>
news-item-body: —The Cathedral of Notre Dame, Montreal, is by far the largest church in America. On occasions of unusual ceremony it has contained 18,000 people. <box>1323 89 1572 142</box>
news-item-body: —A contemporary observes that when the census was taken in March last, there were in New Zealand 3,611,926 acres fenced in by fences of various descriptions, exclusive of wire fencing, and 8,753,639 acres by wire fencing only; making a total of land enclosed of 11,567,565 acres. In 1871 there were only 6,370,299 acres fenced in. There were at the time of taking the last census 374 steam thrashing machines, and 531 worked by horse or by water power, 4,829 reaping machines, 34 steam ploughs, and 32 steam harrows. <box>1323 204 1572 337</box>
population-value: 121,676 <box>1798 351 1833 363</box>
news-item-head: LICENSE CANCELLED. <box>815 410 939 421</box>
ad-nzins-capital: Capital ... ... ... ... £1,000,000 <box>21 234 147 246</box>
news-item <box>1063 162 1311 622</box>
ad-murray-date: Port Ahuriri, November 22, 1878. <box>333 791 479 803</box>
ad-college-p4: EUROPEAN MAIL, <box>100 1060 191 1072</box>
item-artesian-head: ARTESIAN WELLS AT KAIKORA. <box>554 1335 734 1347</box>
ad-tailor-commences: COMMENCES MONDAY, OCTOBER 21. <box>22 733 269 761</box>
news-item-body: —The Telegraph on Monday evening published a cablegram announcing the death of the Princess Alice, second daughter of the Queen. The intelligence has not been confirmed by Reuter, so it is possible that the information may be only founded on rumour. In this case, however, it is more likely that Reuter's agents in Sydney finding that they had been anticipated by special correspondents, have not deemed it necessary to forward the melancholy intelligence to this colony. The Princess Alice was born in 1843, and in 1862 was married to the Prince of Hesse-Darmstadt, and has had six children. <box>803 673 1051 833</box>
ad-ruddock-large: Very large and carefully selected Shipments of— <box>40 1454 251 1466</box>
masthead: THE WAIPAWA MAIL, WEDNESDAY, DECEMBER 18, 1878. <box>204 16 1653 71</box>
news-item-body: —It is stated in a Victorian contemporary that Jim Allan, who claims to be the champion of America in the fistic arena, is about to pay a visit to Victoria for the purpose of trying conclusions with Jim Mace; also that Abe Hicken, the Victorian champion, has arranged to have a reckoning up with Jack Thomson. The latter has wonderfully improved in pugilistic style since he has been associated with Mace, but it is hardly thought that Mace will care about re-entering that arena from which he retired blushing (?) with honors some years ago. These fighting men might do more good for the country of their adoption by going up the Mansfield district and catching the Kellys and their mates. This, however, is not at all the kind of glory they believe in, and yet the £2,000 offered for the capture of the desperadoes would doubtless be a welcome increase to their store of wealth. In addition to this, they would be able to indulge in some legal fighting without fear of being called upon to keep the peace towards all and sundry, and the excitement of the chase would be as great as any of them could possibly wish it to be. <box>1063 1314 1311 1597</box>
cable-body: Latest news from New Caledonia states that the French troops are gaining in all directions, and the revolt will soon be crushed. <box>1323 1221 1572 1260</box>
column-1 <box>16 88 276 1988</box>
news-item <box>1323 534 1572 777</box>
notice-death <box>282 824 530 880</box>
news-item <box>1063 625 1311 747</box>
ad-college-sub: BOOKSELLERS, STATIONERS, NEWS AGENTS, &c. <box>38 974 253 1002</box>
ad-todd <box>21 88 270 192</box>
news-item-head: A HINT FOR FARMERS. <box>1075 1602 1235 1613</box>
ad-murray-wool: WOOL, TALLOW, <box>345 666 466 680</box>
cable-dateline: December 13. <box>1511 942 1572 953</box>
news-item-head: NEW ZEALAND'S PROGRESS. <box>1335 204 1490 215</box>
ad-ruddock-sign: RUDDOCK AND FRYER, <box>44 1563 247 1580</box>
ad-bank-date: Waipawa, September 17, 1878. <box>21 624 155 636</box>
ad-nzins-reliable: RELIABLE INDEMNITY <box>62 262 229 277</box>
masthead-rule <box>16 83 1841 86</box>
ad-nzins-forms: Forms of proposal and all other information may be obtained from— <box>21 402 270 427</box>
column-4 <box>797 88 1058 1988</box>
ad-nz-insurance <box>21 192 270 502</box>
news-item-head: THE MOLYNEUX. <box>815 1618 908 1630</box>
cable-dateline: LONDON, December 12. <box>1461 827 1572 839</box>
ad-nzins-agent-3: Smith and Co., Waipukurau, <box>84 456 207 468</box>
ad-college-agent: Agent for the— <box>21 1114 89 1126</box>
ad-newton-cutter: FIRST-CLASS CUTTER, <box>63 827 228 842</box>
news-item-head: PUBLIC CEMETERY. <box>815 838 928 850</box>
telegrams-note: [PER PRESS AGENCY.] <box>1395 1731 1500 1743</box>
ad-bank-title: BANK OF AUSTRALASIA. <box>36 508 255 526</box>
news-item-head: THE DESCENT OF MAN. <box>1335 146 1467 158</box>
ad-land-tax <box>282 294 530 588</box>
item-sanfran <box>542 1169 790 1331</box>
ad-bank-body: This Bank's terms of business can be ascertained upon application. <box>21 570 270 596</box>
population-row <box>1584 405 1833 418</box>
ad-nzins-place: Waipawa. <box>227 483 270 495</box>
telegrams-title: LATEST TELEGRAMS. <box>1323 1707 1572 1727</box>
ad-newton-title: NEWTON AND JOHNSON <box>40 777 251 795</box>
ad-college-ref: sep 14-3m <box>21 1164 67 1176</box>
news-item <box>1323 88 1572 142</box>
